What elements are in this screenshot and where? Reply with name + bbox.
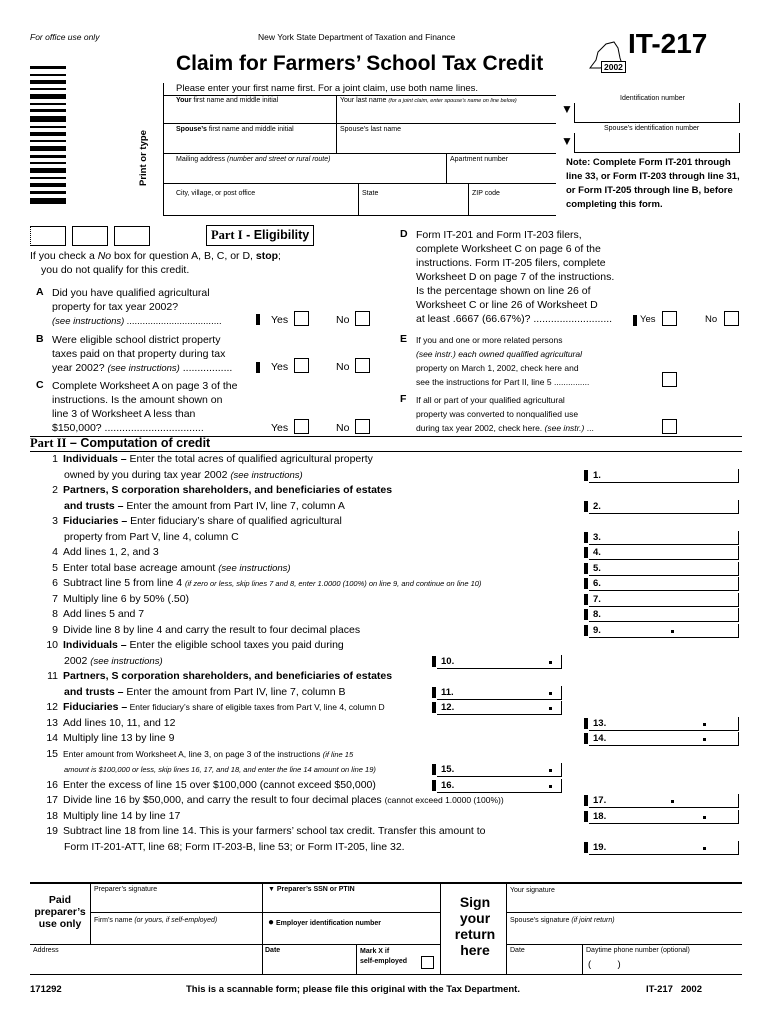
line-14-label: 14. (593, 733, 607, 744)
decimal-point (703, 738, 706, 741)
line-15-label: 15. (441, 764, 455, 775)
no-label: No (336, 422, 350, 434)
triangle-down-icon: ▼ (268, 886, 275, 893)
question-a-letter: A (36, 286, 44, 298)
line-6-text: 6 Subtract line 5 from line 4 (if zero or less, skip lines 7 and 8, enter 1.0000 (100%) on line 9, and continue on line 10) (52, 577, 482, 589)
line-17-input[interactable] (589, 794, 739, 808)
line-6-marker (584, 578, 588, 589)
line-2-label: 2. (593, 500, 601, 512)
line-1-label: 1. (593, 469, 601, 481)
your-first-name-field[interactable]: Your first name and middle initial (176, 97, 279, 104)
line-12-input[interactable] (437, 701, 562, 715)
question-c-letter: C (36, 379, 44, 391)
line-4-text: 4 Add lines 1, 2, and 3 (52, 546, 159, 558)
no-label: No (336, 361, 350, 373)
decimal-point (671, 630, 674, 633)
spouse-last-name-field[interactable]: Spouse’s last name (340, 126, 401, 133)
question-b-yes-checkbox[interactable] (294, 358, 309, 373)
line-1-marker (584, 470, 588, 481)
line-8-label: 8. (593, 609, 601, 620)
decimal-point (549, 707, 552, 710)
line-6-label: 6. (593, 578, 601, 589)
line-8-marker (584, 609, 588, 620)
id-number-label: Identification number (620, 95, 685, 102)
line-19-label: 19. (593, 841, 607, 853)
spouse-first-name-field[interactable]: Spouse’s first name and middle initial (176, 126, 294, 133)
line-10-text-cont: 2002 (see instructions) (64, 654, 163, 667)
line-14-text: 14 Multiply line 13 by line 9 (46, 732, 175, 744)
line-2-text-cont: and trusts – Enter the amount from Part IV, line 7, column A (64, 499, 345, 512)
line-2-text: 2 Partners, S corporation shareholders, and beneficiaries of estates (52, 484, 393, 496)
question-f-letter: F (400, 393, 407, 405)
decimal-point (703, 847, 706, 850)
line-14-input[interactable] (589, 732, 739, 746)
print-or-type-label: Print or type (138, 130, 149, 186)
line-15-text: 15 Enter amount from Worksheet A, line 3, on page 3 of the instructions (if line 15 (46, 747, 354, 760)
id-number-field[interactable] (574, 103, 740, 123)
question-d-text: Form IT-201 and Form IT-203 filers, complete Worksheet C on page 6 of the instructions. Form IT-205 filers, complete Worksheet D on page 7 of the instructions. Is the percentage shown on line 26 of Worksheet C or line 26 of Worksheet D at least .6667 (66.67%)? ........................... (416, 229, 615, 325)
question-c-yes-checkbox[interactable] (294, 419, 309, 434)
spouse-signature-field[interactable]: Spouse’s signature (if joint return) (510, 917, 615, 924)
yes-label: Yes (271, 314, 289, 326)
city-field[interactable]: City, village, or post office (176, 190, 256, 197)
line-2-marker (584, 501, 588, 512)
decimal-point (549, 692, 552, 695)
preparer-ssn-field[interactable]: ▼ Preparer’s SSN or PTIN (268, 886, 355, 893)
line-13-label: 13. (593, 717, 607, 729)
firm-name-field[interactable]: Firm’s name (or yours, if self-employed) (94, 917, 218, 924)
form-title: Claim for Farmers’ School Tax Credit (176, 52, 544, 75)
line-19-text-cont: Form IT-201-ATT, line 68; Form IT-203-B, line 53; or Form IT-205, line 32. (64, 840, 405, 853)
office-box (114, 226, 150, 246)
form-number: IT-217 (628, 28, 708, 59)
line-19-marker (584, 842, 588, 853)
line-11-marker (432, 687, 436, 698)
line-18-text: 18 Multiply line 14 by line 17 (46, 809, 181, 822)
self-employed-label: Mark X if self-employed (360, 948, 408, 965)
yes-label: Yes (640, 314, 656, 325)
line-11-label: 11. (441, 686, 454, 698)
question-b-letter: B (36, 333, 44, 345)
decimal-point (549, 785, 552, 788)
part1-intro: If you check a No box for question A, B, C, or D, stop; (30, 250, 281, 262)
department-name: New York State Department of Taxation and Finance (258, 32, 456, 42)
state-field[interactable]: State (362, 190, 379, 197)
line-19-input[interactable] (589, 841, 739, 855)
question-e-letter: E (400, 333, 408, 345)
line-3-text-cont: property from Part V, line 4, column C (64, 530, 239, 543)
line-5-label: 5. (593, 562, 601, 574)
line-13-marker (584, 718, 588, 729)
preparer-date-field[interactable]: Date (265, 947, 281, 954)
line-11-input[interactable] (437, 686, 562, 700)
line-19-text: 19 Subtract line 18 from line 14. This is your farmers’ school tax credit. Transfer this amount to (46, 825, 486, 837)
line-9-label: 9. (593, 624, 601, 636)
line-6-input[interactable] (589, 577, 739, 591)
line-18-input[interactable] (589, 810, 739, 824)
yes-label: Yes (271, 361, 289, 373)
name-instruction: Please enter your first name first. For a joint claim, use both name lines. (176, 83, 479, 94)
question-d-letter: D (400, 228, 408, 240)
line-11-text-cont: and trusts – Enter the amount from Part IV, line 7, column B (64, 685, 346, 698)
no-label: No (336, 314, 350, 326)
line-13-input[interactable] (589, 717, 739, 731)
your-last-name-field[interactable]: Your last name (for a joint claim, enter spouse’s name on line below) (340, 97, 517, 104)
line-15-text-cont: amount is $100,000 or less, skip lines 16, 17, and 18, and enter the line 14 amount on line 19) (64, 765, 376, 774)
office-use-label: For office use only (30, 32, 100, 42)
line-16-text: 16 Enter the excess of line 15 over $100,000 (cannot exceed $50,000) (46, 778, 376, 791)
question-b-text: Were eligible school district property taxes paid on that property during tax year 2002? (see instructions) ................. (52, 334, 233, 374)
line-10-text: 10 Individuals – Enter the eligible school taxes you paid during (46, 639, 344, 651)
scannable-notice: This is a scannable form; please file this original with the Tax Department. (186, 984, 520, 995)
line-1-text-cont: owned by you during tax year 2002 (see instructions) (64, 468, 303, 481)
line-14-marker (584, 733, 588, 744)
apartment-number-field[interactable]: Apartment number (450, 156, 508, 163)
paid-preparer-label: Paid preparer’s use only (34, 894, 86, 930)
question-d-no-checkbox[interactable] (724, 311, 739, 326)
sign-here-label: Sign your return here (454, 894, 496, 958)
decimal-point (671, 800, 674, 803)
question-f-text: If all or part of your qualified agricultural property was converted to nonqualified use during tax year 2002, check here. (see instr.) ... (416, 395, 594, 433)
line-18-label: 18. (593, 810, 607, 822)
part1-intro-2: you do not qualify for this credit. (41, 264, 190, 276)
line-12-text: 12 Fiduciaries – Enter fiduciary’s share of eligible taxes from Part V, line 4, column D (46, 701, 385, 713)
question-c-text: Complete Worksheet A on page 3 of the instructions. Is the amount shown on line 3 of Worksheet A less than $150,000? .................................. (52, 380, 238, 434)
self-employed-checkbox[interactable] (421, 956, 434, 969)
part1-title: Part I - Eligibility (206, 225, 314, 246)
line-10-label: 10. (441, 655, 455, 667)
completion-note: Note: Complete Form IT-201 through line 33, or Form IT-203 through line 31, or Form IT-205 through line B, before completing this form. (566, 157, 740, 210)
decimal-point (549, 661, 552, 664)
line-3-input[interactable] (589, 531, 739, 545)
preparer-signature-field[interactable]: Preparer’s signature (94, 886, 158, 893)
line-7-label: 7. (593, 593, 601, 605)
decimal-point (549, 769, 552, 772)
line-12-marker (432, 702, 436, 713)
sign-date-field[interactable]: Date (510, 947, 525, 954)
line-2-input[interactable] (589, 500, 739, 514)
line-17-text: 17 Divide line 16 by $50,000, and carry the result to four decimal places (cannot exceed 1.0000 (100%)) (46, 794, 504, 806)
line-3-text: 3 Fiduciaries – Enter fiduciary’s share of qualified agricultural (52, 515, 342, 527)
question-d-yes-checkbox[interactable] (662, 311, 677, 326)
address-field[interactable]: Address (33, 947, 59, 954)
line-18-marker (584, 811, 588, 822)
line-7-text: 7 Multiply line 6 by 50% (.50) (52, 592, 190, 605)
question-a-no-checkbox[interactable] (355, 311, 370, 326)
office-box (30, 226, 66, 246)
zip-field[interactable]: ZIP code (472, 190, 500, 197)
line-4-input[interactable] (589, 546, 739, 560)
form-code: 171292 (30, 984, 62, 995)
spouse-id-label: Spouse’s identification number (604, 125, 700, 132)
your-signature-field[interactable]: Your signature (510, 887, 555, 894)
line-9-input[interactable] (589, 624, 739, 638)
line-9-marker (584, 625, 588, 636)
line-5-text: 5 Enter total base acreage amount (see instructions) (52, 561, 291, 574)
question-f-checkbox[interactable] (662, 419, 677, 434)
arrow-down-icon: ▼ (561, 134, 573, 148)
line-10-marker (432, 656, 436, 667)
line-3-label: 3. (593, 531, 601, 543)
line-8-text: 8 Add lines 5 and 7 (52, 608, 145, 620)
decimal-point (703, 816, 706, 819)
question-c-no-checkbox[interactable] (355, 419, 370, 434)
question-a-text: Did you have qualified agricultural property for tax year 2002? (see instructions) .................................... (52, 287, 223, 327)
line-16-input[interactable] (437, 779, 562, 793)
phone-parens: ( ) (588, 959, 621, 970)
line-11-text: 11 Partners, S corporation shareholders, and beneficiaries of estates (47, 670, 393, 682)
question-e-text: If you and one or more related persons (see instr.) each owned qualified agricultural property on March 1, 2002, check here and see the instructions for Part II, line 5 ............... (416, 335, 590, 387)
no-label: No (705, 314, 718, 325)
line-1-input[interactable] (589, 469, 739, 483)
arrow-down-icon: ▼ (561, 102, 573, 116)
line-5-input[interactable] (589, 562, 739, 576)
yes-label: Yes (271, 422, 289, 434)
line-3-marker (584, 532, 588, 543)
barcode (30, 66, 66, 206)
line-13-text: 13 Add lines 10, 11, and 12 (46, 716, 176, 729)
tax-year-badge: 2002 (601, 61, 626, 73)
line-16-label: 16. (441, 779, 455, 791)
line-9-text: 9 Divide line 8 by line 4 and carry the result to four decimal places (52, 623, 361, 636)
line-8-input[interactable] (589, 608, 739, 622)
line-10-input[interactable] (437, 655, 562, 669)
ein-field[interactable]: ● Employer identification number (268, 917, 382, 928)
decimal-point (703, 723, 706, 726)
line-12-label: 12. (441, 702, 455, 713)
question-b-no-checkbox[interactable] (355, 358, 370, 373)
line-1-text: 1 Individuals – Enter the total acres of qualified agricultural property (52, 453, 373, 465)
line-4-label: 4. (593, 547, 601, 558)
question-e-checkbox[interactable] (662, 372, 677, 387)
line-15-marker (432, 764, 436, 775)
mailing-address-field[interactable]: Mailing address (number and street or rural route) (176, 156, 331, 163)
line-4-marker (584, 547, 588, 558)
part2-title: Part II – Computation of credit (30, 436, 211, 450)
spouse-id-field[interactable] (574, 133, 740, 153)
line-7-marker (584, 594, 588, 605)
line-5-marker (584, 563, 588, 574)
footer-form-year: IT-217 2002 (646, 984, 702, 995)
line-16-marker (432, 780, 436, 791)
phone-field[interactable]: Daytime phone number (optional) (586, 947, 690, 954)
line-17-label: 17. (593, 795, 607, 806)
office-box (72, 226, 108, 246)
question-a-yes-checkbox[interactable] (294, 311, 309, 326)
line-17-marker (584, 795, 588, 806)
bullet-icon: ● (268, 917, 275, 928)
line-15-input[interactable] (437, 763, 562, 777)
line-7-input[interactable] (589, 593, 739, 607)
